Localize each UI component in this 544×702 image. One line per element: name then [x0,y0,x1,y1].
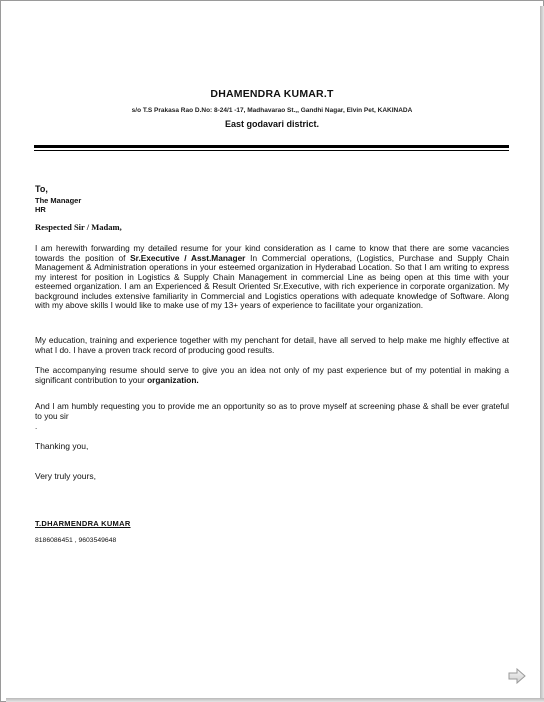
body-paragraph-2: My education, training and experience together with my penchant for detail, have all served to help make me highly effective at what I do. I have a proven track record of producing good results. [35,335,509,355]
p1-text-b: In Commercial operations, (Logistics, Purchase and Supply Chain Management & Administration operations in your esteemed organization in Hyderabad Location. So that I am writing to express my interest for position in Logistics & Supply Chain Management in commercial Line as being open at this time with your esteemed organization. I am an Experienced & Result Oriented Sr.Executive, with rich experience in corporate organization. My background includes extensive familiarity in Commercial and Logistics operations with adequate knowledge of Software. Along with my above skills I would like to make use of my 13+ years of experience to facilitate your organization. [35,252,509,310]
header-rule-thin [34,150,509,151]
body-paragraph-1 [35,244,509,311]
body-paragraph-3 [35,366,509,385]
p1-text-a: I am herewith forwarding my detailed resume for your kind consideration as I came to know that there are some vacancies towards the position of [35,243,509,263]
page-shadow-bottom [6,698,544,702]
recipient-to: To, [35,184,48,194]
header-rule-thick [34,145,509,148]
recipient-title: The Manager [35,196,82,205]
thanks-line: Thanking you, [35,441,89,451]
next-page-arrow-icon[interactable] [508,668,526,684]
stray-period: . [35,422,38,431]
body-paragraph-4: And I am humbly requesting you to provide me an opportunity so as to prove myself at screening phase & shall be ever grateful to you sir [35,401,509,421]
recipient-dept: HR [35,205,46,214]
salutation: Respected Sir / Madam, [35,222,122,232]
phone-numbers: 8186086451 , 9603549648 [35,537,117,544]
p3-org-bold: organization. [147,374,199,385]
closing-line: Very truly yours, [35,471,96,481]
sender-name: DHAMENDRA KUMAR.T [210,88,334,100]
sender-address: s/o T.S Prakasa Rao D.No: 8-24/1 -17, Madhavarao St.,, Gandhi Nagar, Elvin Pet, KAKINADA [131,107,413,114]
p1-position-bold: Sr.Executive / Asst.Manager [130,252,246,263]
signature-name: T.DHARMENDRA KUMAR [35,519,131,528]
sender-district: East godavari district. [224,119,320,129]
p3-text-a: The accompanying resume should serve to give you an idea not only of my past experience but of my potential in making a significant contribution to your [35,365,509,385]
